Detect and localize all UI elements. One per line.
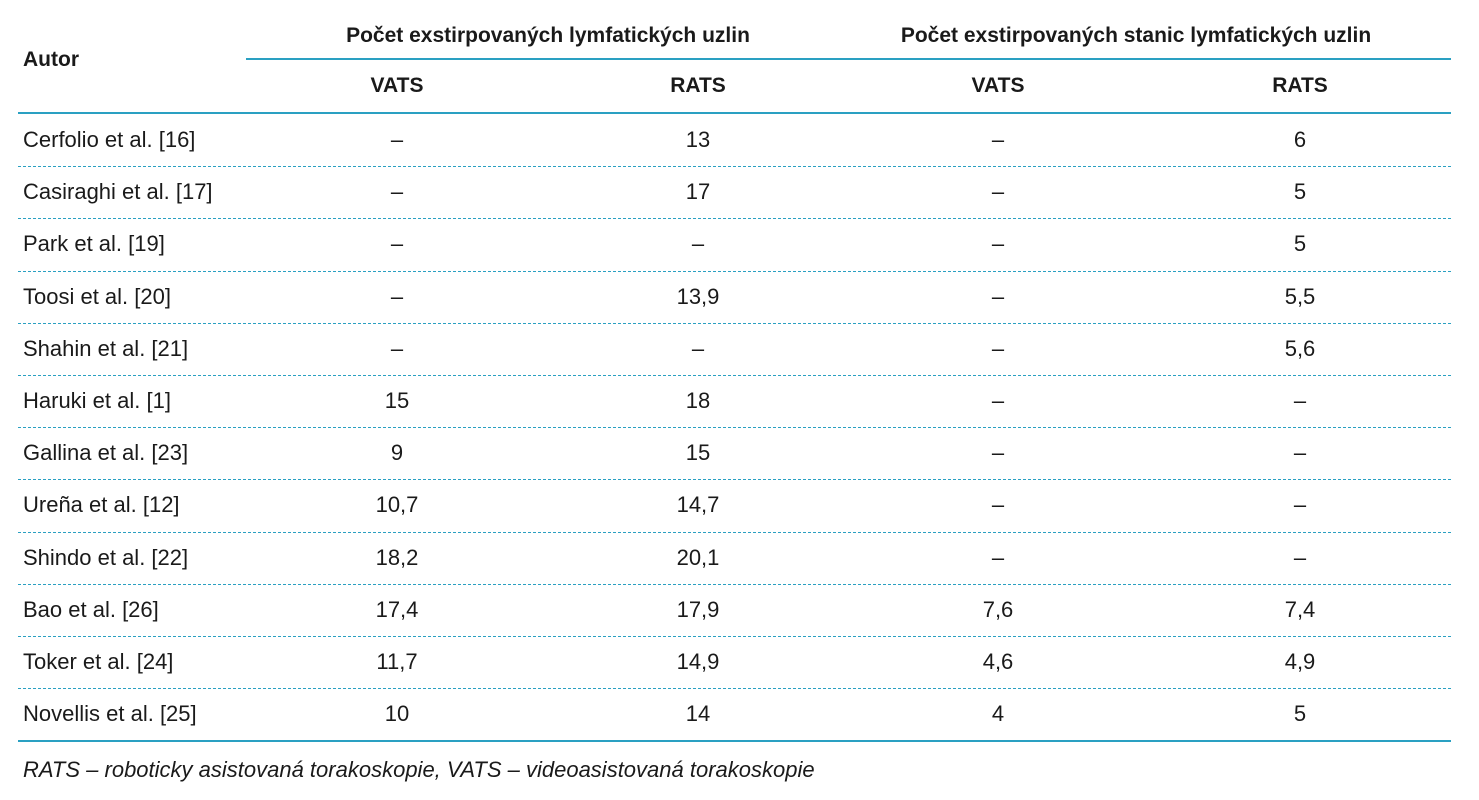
cell-author: Toosi et al. [20]: [23, 283, 171, 309]
row-divider: [18, 688, 1451, 689]
cell-rats-stations: –: [1293, 492, 1307, 518]
cell-author: Haruki et al. [1]: [23, 388, 171, 413]
header-group-stations: Počet exstirpovaných stanic lymfatických uzlin: [900, 24, 1372, 47]
cell-vats-stations: –: [991, 335, 1005, 361]
cell-vats-nodes: 9: [390, 440, 404, 466]
cell-vats-stations: –: [991, 231, 1005, 257]
cell-author: Ureña et al. [12]: [23, 492, 180, 518]
row-divider: [18, 271, 1451, 272]
cell-rats-nodes: 15: [685, 440, 711, 466]
cell-vats-stations: –: [991, 440, 1005, 466]
cell-rats-nodes: 13,9: [676, 283, 720, 309]
cell-vats-nodes: 18,2: [375, 544, 419, 570]
cell-author: Toker et al. [24]: [23, 649, 174, 674]
cell-author: Novellis et al. [25]: [23, 701, 197, 727]
header-vats-nodes: VATS: [370, 74, 424, 97]
cell-author: Park et al. [19]: [23, 231, 165, 257]
cell-vats-stations: 7,6: [982, 596, 1014, 622]
cell-author: Gallina et al. [23]: [23, 440, 189, 466]
cell-vats-stations: 4,6: [982, 649, 1014, 674]
cell-rats-nodes: 17: [685, 179, 711, 205]
cell-rats-nodes: 13: [685, 127, 711, 152]
cell-vats-stations: –: [991, 492, 1005, 518]
cell-author: Cerfolio et al. [16]: [23, 127, 196, 152]
cell-vats-stations: –: [991, 283, 1005, 309]
cell-vats-nodes: 10: [384, 701, 410, 727]
row-divider: [18, 218, 1451, 219]
cell-rats-stations: 5,5: [1284, 283, 1316, 309]
cell-rats-nodes: 14,7: [676, 492, 720, 518]
cell-rats-stations: 5: [1293, 231, 1307, 257]
row-divider: [18, 636, 1451, 637]
cell-rats-nodes: –: [691, 335, 705, 361]
cell-rats-stations: 6: [1293, 127, 1307, 152]
row-divider: [18, 427, 1451, 428]
table-bottom-rule: [18, 740, 1451, 742]
cell-vats-stations: 4: [991, 701, 1005, 727]
cell-rats-stations: 5,6: [1284, 335, 1316, 361]
cell-rats-stations: –: [1293, 440, 1307, 466]
header-vats-stations: VATS: [971, 74, 1025, 97]
cell-vats-nodes: –: [390, 127, 404, 152]
cell-vats-nodes: 11,7: [376, 649, 418, 674]
footnote: RATS – roboticky asistovaná torakoskopie, VATS – videoasistovaná torakoskopie: [23, 757, 815, 782]
cell-vats-stations: –: [991, 127, 1005, 152]
header-author: Autor: [23, 48, 79, 71]
cell-rats-nodes: 20,1: [676, 544, 720, 570]
cell-author: Casiraghi et al. [17]: [23, 179, 213, 205]
cell-rats-stations: 7,4: [1284, 596, 1316, 622]
header-rats-nodes: RATS: [670, 74, 726, 97]
header-group-rule: [246, 58, 1451, 60]
cell-author: Bao et al. [26]: [23, 596, 159, 622]
cell-vats-stations: –: [991, 544, 1005, 570]
header-bottom-rule: [18, 112, 1451, 114]
cell-author: Shindo et al. [22]: [23, 544, 189, 570]
row-divider: [18, 375, 1451, 376]
cell-rats-nodes: –: [691, 231, 705, 257]
row-divider: [18, 479, 1451, 480]
header-rats-stations: RATS: [1272, 74, 1328, 97]
cell-vats-nodes: –: [390, 179, 404, 205]
cell-author: Shahin et al. [21]: [23, 335, 189, 361]
cell-vats-nodes: –: [390, 231, 404, 257]
cell-rats-stations: 5: [1293, 701, 1307, 727]
cell-rats-stations: –: [1293, 544, 1307, 570]
row-divider: [18, 532, 1451, 533]
cell-vats-nodes: –: [390, 283, 404, 309]
cell-rats-nodes: 14,9: [676, 649, 720, 674]
cell-rats-stations: –: [1293, 388, 1307, 413]
row-divider: [18, 166, 1451, 167]
cell-rats-stations: 4,9: [1284, 649, 1316, 674]
header-group-nodes: Počet exstirpovaných lymfatických uzlin: [346, 24, 750, 47]
cell-vats-stations: –: [991, 179, 1005, 205]
cell-vats-nodes: 15: [384, 388, 410, 413]
cell-vats-nodes: 17,4: [375, 596, 419, 622]
cell-rats-nodes: 18: [685, 388, 711, 413]
cell-rats-nodes: 17,9: [676, 596, 720, 622]
cell-vats-nodes: 10,7: [375, 492, 419, 518]
cell-rats-stations: 5: [1293, 179, 1307, 205]
cell-vats-nodes: –: [390, 335, 404, 361]
cell-rats-nodes: 14: [685, 701, 711, 727]
row-divider: [18, 584, 1451, 585]
row-divider: [18, 323, 1451, 324]
cell-vats-stations: –: [991, 388, 1005, 413]
